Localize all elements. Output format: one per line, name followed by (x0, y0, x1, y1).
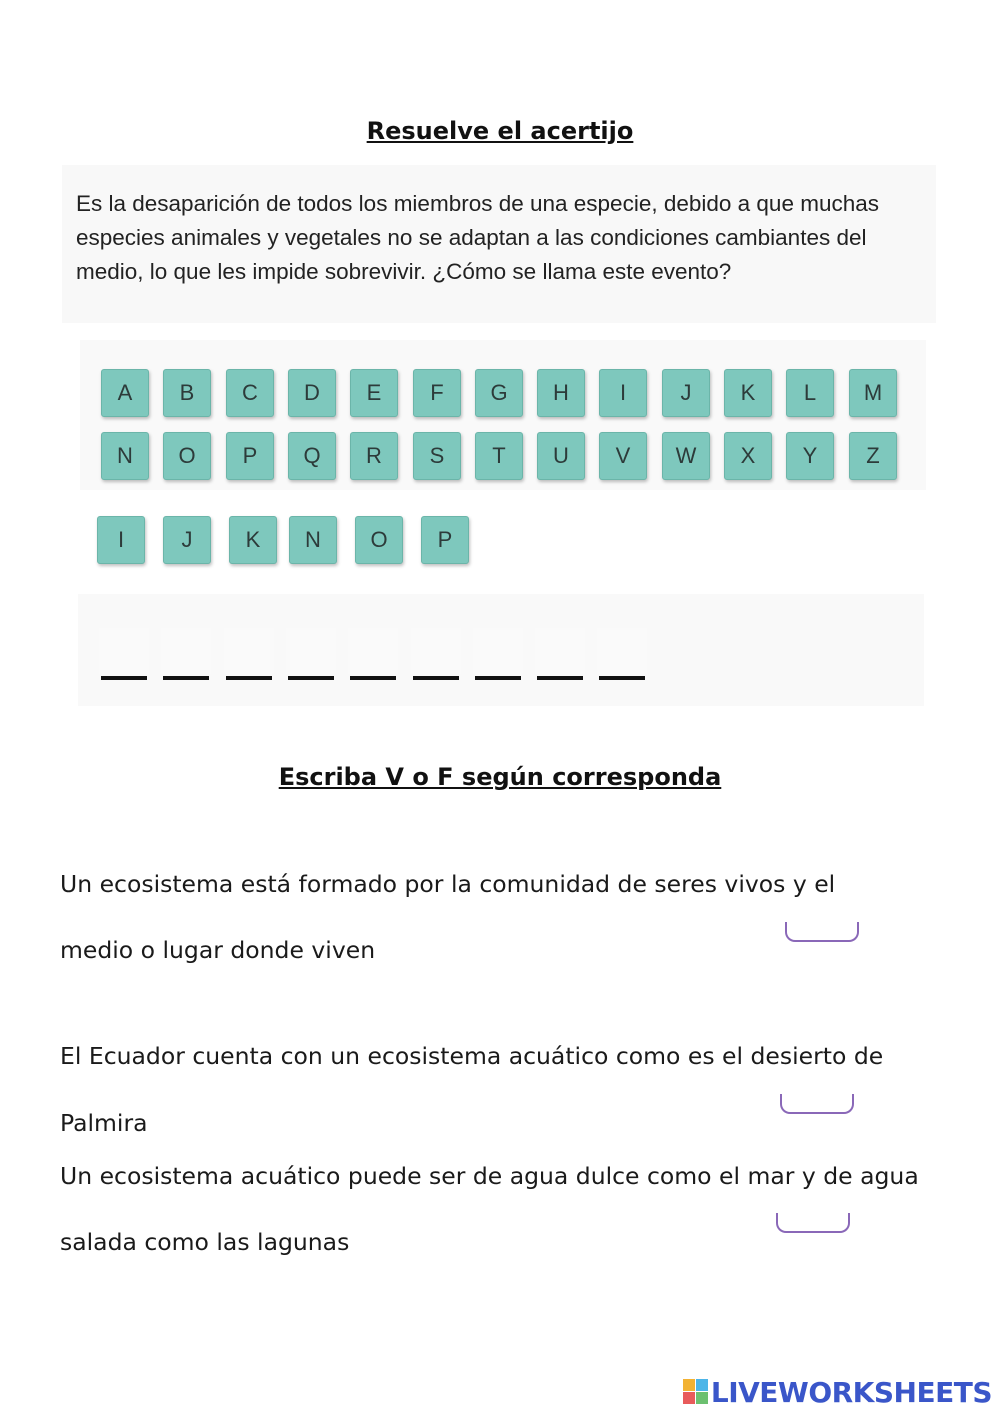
answer-slot[interactable] (348, 628, 398, 674)
answer-box-1[interactable] (785, 922, 859, 942)
letter-tile-e[interactable]: E (350, 369, 398, 417)
answer-slot[interactable] (99, 628, 149, 674)
logo-icon (683, 1379, 709, 1405)
letter-tile-k[interactable]: K (724, 369, 772, 417)
riddle-heading: Resuelve el acertijo (366, 117, 634, 145)
letter-tile-v[interactable]: V (599, 432, 647, 480)
letter-tile-x[interactable]: X (724, 432, 772, 480)
letter-tile-n[interactable]: N (289, 516, 337, 564)
letter-tile-w[interactable]: W (662, 432, 710, 480)
answer-box-2[interactable] (780, 1094, 854, 1114)
letter-tile-o[interactable]: O (355, 516, 403, 564)
answer-slot[interactable] (286, 628, 336, 674)
answer-blank-line (537, 676, 583, 680)
letter-tile-n[interactable]: N (101, 432, 149, 480)
riddle-box (62, 165, 936, 323)
logo-text: LIVEWORKSHEETS (710, 1375, 992, 1409)
letter-tile-p[interactable]: P (226, 432, 274, 480)
letter-tile-d[interactable]: D (288, 369, 336, 417)
answer-blank-line (288, 676, 334, 680)
answer-blank-line (226, 676, 272, 680)
letter-tile-b[interactable]: B (163, 369, 211, 417)
letter-tile-q[interactable]: Q (288, 432, 336, 480)
answer-slot[interactable] (473, 628, 523, 674)
letter-tile-c[interactable]: C (226, 369, 274, 417)
letter-tile-u[interactable]: U (537, 432, 585, 480)
letter-tile-i[interactable]: I (97, 516, 145, 564)
letter-tile-y[interactable]: Y (786, 432, 834, 480)
letter-tile-g[interactable]: G (475, 369, 523, 417)
answer-blank-line (475, 676, 521, 680)
answer-slot[interactable] (224, 628, 274, 674)
statement-3-line1: Un ecosistema acuático puede ser de agua dulce como el mar y de agua (60, 1162, 919, 1190)
letter-tile-r[interactable]: R (350, 432, 398, 480)
answer-blank-line (413, 676, 459, 680)
letter-tile-s[interactable]: S (413, 432, 461, 480)
letter-tile-t[interactable]: T (475, 432, 523, 480)
answer-blank-line (163, 676, 209, 680)
letter-tile-k[interactable]: K (229, 516, 277, 564)
letter-tile-l[interactable]: L (786, 369, 834, 417)
answer-slot[interactable] (535, 628, 585, 674)
true-false-heading: Escriba V o F según corresponda (278, 763, 722, 791)
letter-tile-z[interactable]: Z (849, 432, 897, 480)
letter-tile-i[interactable]: I (599, 369, 647, 417)
letter-tile-j[interactable]: J (163, 516, 211, 564)
answer-box-3[interactable] (776, 1213, 850, 1233)
letter-tile-p[interactable]: P (421, 516, 469, 564)
letter-tile-f[interactable]: F (413, 369, 461, 417)
letter-tile-h[interactable]: H (537, 369, 585, 417)
letter-tile-a[interactable]: A (101, 369, 149, 417)
statement-2-line1: El Ecuador cuenta con un ecosistema acuático como es el desierto de (60, 1042, 884, 1070)
liveworksheets-logo (683, 1376, 992, 1408)
answer-slot[interactable] (161, 628, 211, 674)
letter-tile-m[interactable]: M (849, 369, 897, 417)
answer-slot[interactable] (411, 628, 461, 674)
letter-tile-j[interactable]: J (662, 369, 710, 417)
statement-3-line2: salada como las lagunas (60, 1228, 350, 1256)
statement-1-line1: Un ecosistema está formado por la comunidad de seres vivos y el (60, 870, 836, 898)
statement-1-line2: medio o lugar donde viven (60, 936, 376, 964)
riddle-text: Es la desaparición de todos los miembros de una especie, debido a que muchas especies animales y vegetales no se adaptan a las condiciones cambiantes del medio, lo que les impide sobrevivir. ¿Cómo se llama este evento? (76, 191, 879, 284)
letter-tile-o[interactable]: O (163, 432, 211, 480)
answer-blank-line (599, 676, 645, 680)
answer-slot[interactable] (597, 628, 647, 674)
statement-2-line2: Palmira (60, 1109, 148, 1137)
answer-blank-line (101, 676, 147, 680)
answer-blank-line (350, 676, 396, 680)
